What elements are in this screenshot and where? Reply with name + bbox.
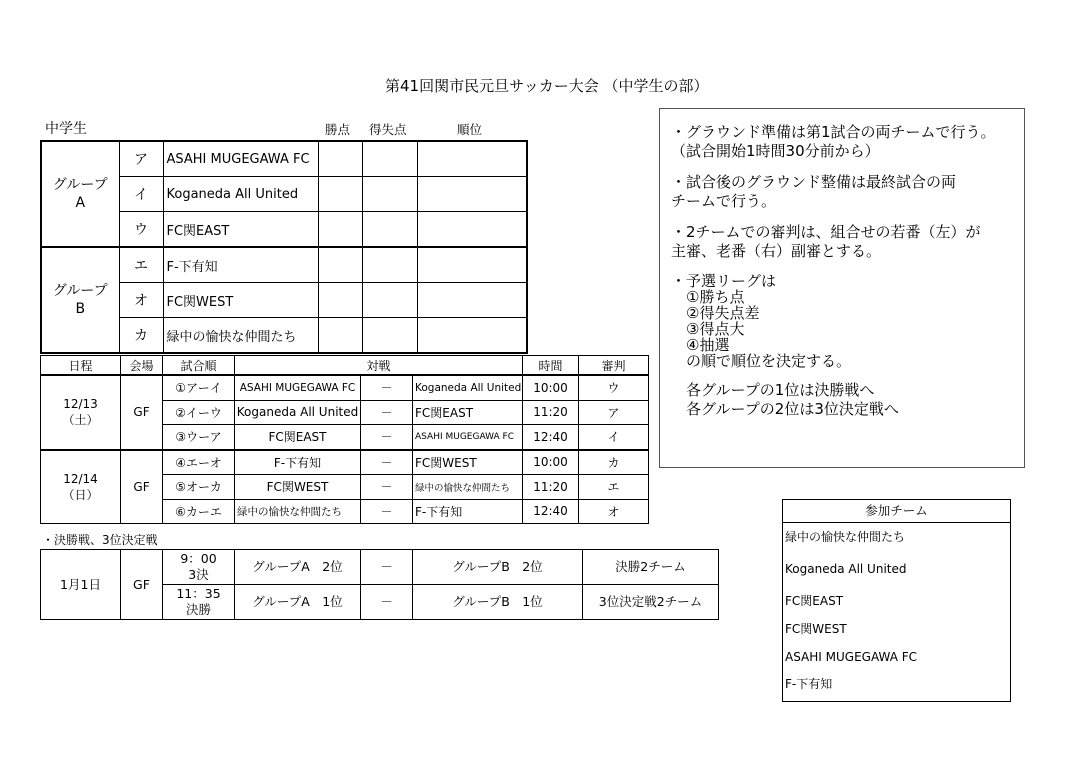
match-venue: GF — [121, 450, 163, 524]
date-header: 日程 — [41, 356, 121, 376]
match-time: 12:40 — [523, 425, 579, 450]
match-referee: オ — [579, 499, 649, 524]
team-name: FC関WEST — [163, 283, 318, 318]
list-item: ASAHI MUGEGAWA FC — [785, 650, 918, 664]
match-referee: カ — [579, 450, 649, 475]
match-date: 12/13 （土） — [41, 375, 121, 450]
group-name: グループ B — [41, 247, 119, 353]
final-time-type: 9：00 3決 — [163, 550, 235, 585]
table-header-row — [41, 356, 649, 376]
venue-header: 会場 — [121, 356, 163, 376]
schedule-table — [40, 355, 649, 524]
home-team: ASAHI MUGEGAWA FC — [235, 375, 361, 400]
match-header: 対戦 — [235, 356, 523, 376]
match-referee: イ — [579, 425, 649, 450]
referee-header: 審判 — [579, 356, 649, 376]
goal-diff-cell — [362, 247, 417, 283]
section-label: 中学生 — [45, 121, 87, 137]
match-order: ⑤オーカ — [163, 475, 235, 500]
table-row — [41, 375, 649, 400]
goal-diff-cell — [362, 212, 417, 248]
rank-cell — [417, 247, 527, 283]
table-row — [41, 450, 649, 475]
page-title: 第41回関市民元旦サッカー大会 （中学生の部） — [385, 77, 709, 95]
match-referee: ウ — [579, 375, 649, 400]
time-header: 時間 — [523, 356, 579, 376]
team-letter: ア — [119, 141, 163, 177]
match-date: 12/14 （日） — [41, 450, 121, 524]
team-name: ASAHI MUGEGAWA FC — [163, 141, 318, 177]
goal-diff-cell — [362, 318, 417, 354]
away-team: FC関WEST — [413, 450, 523, 475]
team-name: Koganeda All United — [163, 177, 318, 212]
final-venue: GF — [121, 550, 163, 620]
rank-header: 順位 — [457, 122, 483, 137]
match-venue: GF — [121, 375, 163, 450]
rank-cell — [417, 212, 527, 248]
away-team: ASAHI MUGEGAWA FC — [413, 425, 523, 450]
match-referee: ア — [579, 400, 649, 425]
rank-cell — [417, 177, 527, 212]
points-header: 勝点 — [325, 122, 351, 137]
list-item: F-下有知 — [785, 677, 833, 691]
notes-box — [659, 108, 1025, 468]
away-slot: グループB 1位 — [413, 585, 583, 620]
list-item: FC関WEST — [785, 622, 847, 636]
table-row — [41, 550, 719, 585]
final-date: 1月1日 — [41, 550, 121, 620]
rank-cell — [417, 283, 527, 318]
match-time: 11:20 — [523, 400, 579, 425]
team-letter: ウ — [119, 212, 163, 248]
home-team: Koganeda All United — [235, 400, 361, 425]
away-team: FC関EAST — [413, 400, 523, 425]
points-cell — [318, 141, 362, 177]
away-team: Koganeda All United — [413, 375, 523, 400]
note-paragraph: ・試合後のグラウンド整備は最終試合の両 チームで行う。 — [671, 173, 957, 210]
away-team: 緑中の愉快な仲間たち — [413, 475, 523, 500]
match-time: 10:00 — [523, 375, 579, 400]
vs-dash: － — [361, 550, 413, 585]
goal-diff-cell — [362, 283, 417, 318]
participants-box — [782, 499, 1011, 702]
final-table — [40, 549, 719, 620]
group-table — [40, 140, 528, 354]
vs-dash: － — [361, 375, 413, 400]
match-time: 12:40 — [523, 499, 579, 524]
final-time-type: 11：35 決勝 — [163, 585, 235, 620]
list-item: FC関EAST — [785, 594, 844, 608]
home-team: 緑中の愉快な仲間たち — [235, 499, 361, 524]
points-cell — [318, 212, 362, 248]
match-time: 10:00 — [523, 450, 579, 475]
vs-dash: － — [361, 450, 413, 475]
points-cell — [318, 247, 362, 283]
vs-dash: － — [361, 475, 413, 500]
group-name: グループ A — [41, 141, 119, 247]
home-team: F-下有知 — [235, 450, 361, 475]
vs-dash: － — [361, 499, 413, 524]
note-paragraph: ・予選リーグは ①勝ち点 ②得失点差 ③得点大 ④抽選 の順で順位を決定する。 — [671, 272, 852, 370]
note-paragraph: 各グループの1位は決勝戦へ 各グループの2位は3位決定戦へ — [686, 381, 899, 418]
rank-cell — [417, 141, 527, 177]
vs-dash: － — [361, 400, 413, 425]
table-row — [41, 141, 527, 177]
away-team: F-下有知 — [413, 499, 523, 524]
team-name: FC関EAST — [163, 212, 318, 248]
match-order: ④エーオ — [163, 450, 235, 475]
participants-header: 参加チーム — [783, 500, 1010, 523]
match-order: ②イーウ — [163, 400, 235, 425]
final-referee: 3位決定戦2チーム — [583, 585, 719, 620]
team-name: 緑中の愉快な仲間たち — [163, 318, 318, 354]
points-cell — [318, 283, 362, 318]
home-team: FC関EAST — [235, 425, 361, 450]
team-letter: カ — [119, 318, 163, 354]
match-order: ③ウーア — [163, 425, 235, 450]
goal-diff-header: 得失点 — [369, 122, 407, 137]
match-order: ⑥カーエ — [163, 499, 235, 524]
order-header: 試合順 — [163, 356, 235, 376]
home-slot: グループA 1位 — [235, 585, 361, 620]
note-paragraph: ・2チームでの審判は、組合せの若番（左）が 主審、老番（右）副審とする。 — [671, 223, 981, 260]
team-letter: エ — [119, 247, 163, 283]
vs-dash: － — [361, 425, 413, 450]
note-paragraph: ・グラウンド準備は第1試合の両チームで行う。 （試合開始1時間30分前から） — [671, 123, 996, 160]
away-slot: グループB 2位 — [413, 550, 583, 585]
home-team: FC関WEST — [235, 475, 361, 500]
team-name: F-下有知 — [163, 247, 318, 283]
goal-diff-cell — [362, 141, 417, 177]
match-time: 11:20 — [523, 475, 579, 500]
final-referee: 決勝2チーム — [583, 550, 719, 585]
match-order: ①アーイ — [163, 375, 235, 400]
goal-diff-cell — [362, 177, 417, 212]
rank-cell — [417, 318, 527, 354]
final-section-label: ・決勝戦、3位決定戦 — [42, 533, 158, 547]
match-referee: エ — [579, 475, 649, 500]
list-item: Koganeda All United — [785, 562, 907, 576]
vs-dash: － — [361, 585, 413, 620]
team-letter: オ — [119, 283, 163, 318]
team-letter: イ — [119, 177, 163, 212]
list-item: 緑中の愉快な仲間たち — [785, 530, 906, 544]
table-row — [41, 247, 527, 283]
points-cell — [318, 177, 362, 212]
home-slot: グループA 2位 — [235, 550, 361, 585]
points-cell — [318, 318, 362, 354]
